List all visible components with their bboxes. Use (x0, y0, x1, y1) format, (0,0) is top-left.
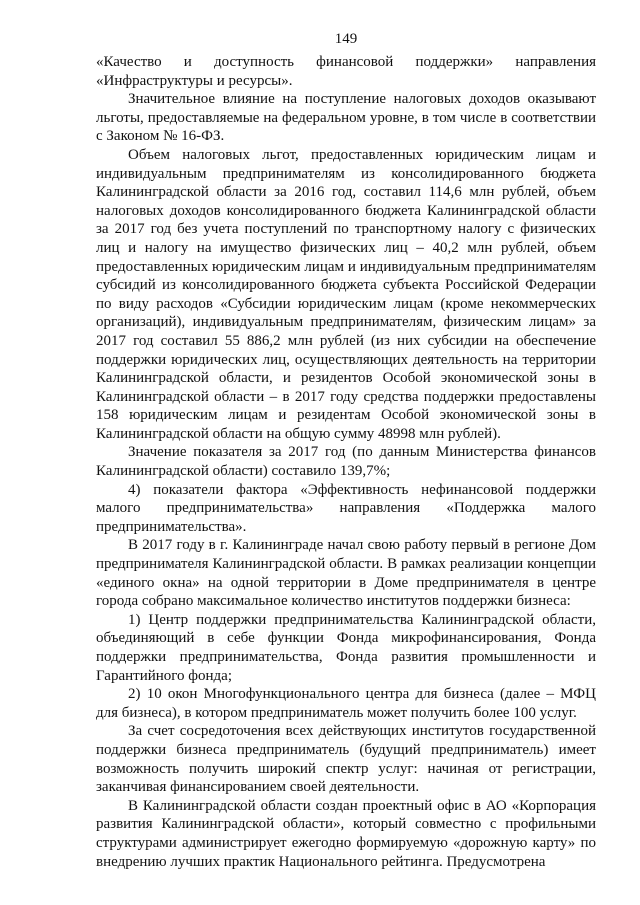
document-page (96, 30, 596, 871)
paragraph: За счет сосредоточения всех действующих институтов государственной поддержки бизнеса предприниматель (будущий предприниматель) имеет возможность получить широкий спектр услуг: начиная от регистрации, заканчивая финансированием своей деятельности. (96, 723, 596, 796)
paragraph: В Калининградской области создан проектный офис в АО «Корпорация развития Калининградской области», который совместно с профильными структурами администрирует ежегодно формируемую «дорожную карту» по внедрению лучших практик Национального рейтинга. Предусмотрена (96, 797, 596, 870)
paragraph: Значительное влияние на поступление налоговых доходов оказывают льготы, предоставляемые на федеральном уровне, в том числе в соответствии с Законом № 16-ФЗ. (96, 91, 596, 145)
text-body (96, 53, 596, 871)
paragraph: Объем налоговых льгот, предоставленных юридическим лицам и индивидуальным предпринимателям из консолидированного бюджета Калининградской области за 2016 год, составил 114,6 млн рублей, объем налоговых доходов консолидированного бюджета Калининградской области за 2017 год без учета поступлений по транспортному налогу с физических лиц и налогу на имущество физических лиц – 40,2 млн рублей, объем предоставленных юридическим лицам и индивидуальным предпринимателям субсидий из консолидированного бюджета субъекта Российской Федерации по виду расходов «Субсидии юридическим лицам (кроме некоммерческих организаций), индивидуальным предпринимателям, физическим лицам» за 2017 год составил 55 886,2 млн рублей (из них субсидии на обеспечение поддержки юридических лиц, осуществляющих деятельность на территории Калининградской области, и резидентов Особой экономической зоны в Калининградской области – в 2017 году средства поддержки предоставлены 158 юридическим лицам и резидентам Особой экономической зоны в Калининградской области на общую сумму 48998 млн рублей). (96, 146, 596, 442)
paragraph: 2) 10 окон Многофункционального центра для бизнеса (далее – МФЦ для бизнеса), в котором предприниматель может получить более 100 услуг. (96, 686, 596, 721)
paragraph: 1) Центр поддержки предпринимательства Калининградской области, объединяющий в себе функции Фонда микрофинансирования, Фонда поддержки предпринимательства, Фонда развития промышленности и Гарантийного фонда; (96, 611, 596, 684)
page-number: 149 (334, 31, 358, 47)
paragraph: 4) показатели фактора «Эффективность нефинансовой поддержки малого предпринимательства» направления «Поддержка малого предпринимательства». (96, 481, 596, 535)
paragraph: «Качество и доступность финансовой поддержки» направления «Инфраструктуры и ресурсы». (96, 54, 596, 89)
paragraph: Значение показателя за 2017 год (по данным Министерства финансов Калининградской области) составило 139,7%; (96, 444, 596, 480)
paragraph: В 2017 году в г. Калининграде начал свою работу первый в регионе Дом предпринимателя Калининградской области. В рамках реализации концепции «единого окна» на одной территории в Доме предпринимателя в центре города собрано максимальное количество институтов поддержки бизнеса: (96, 537, 596, 610)
